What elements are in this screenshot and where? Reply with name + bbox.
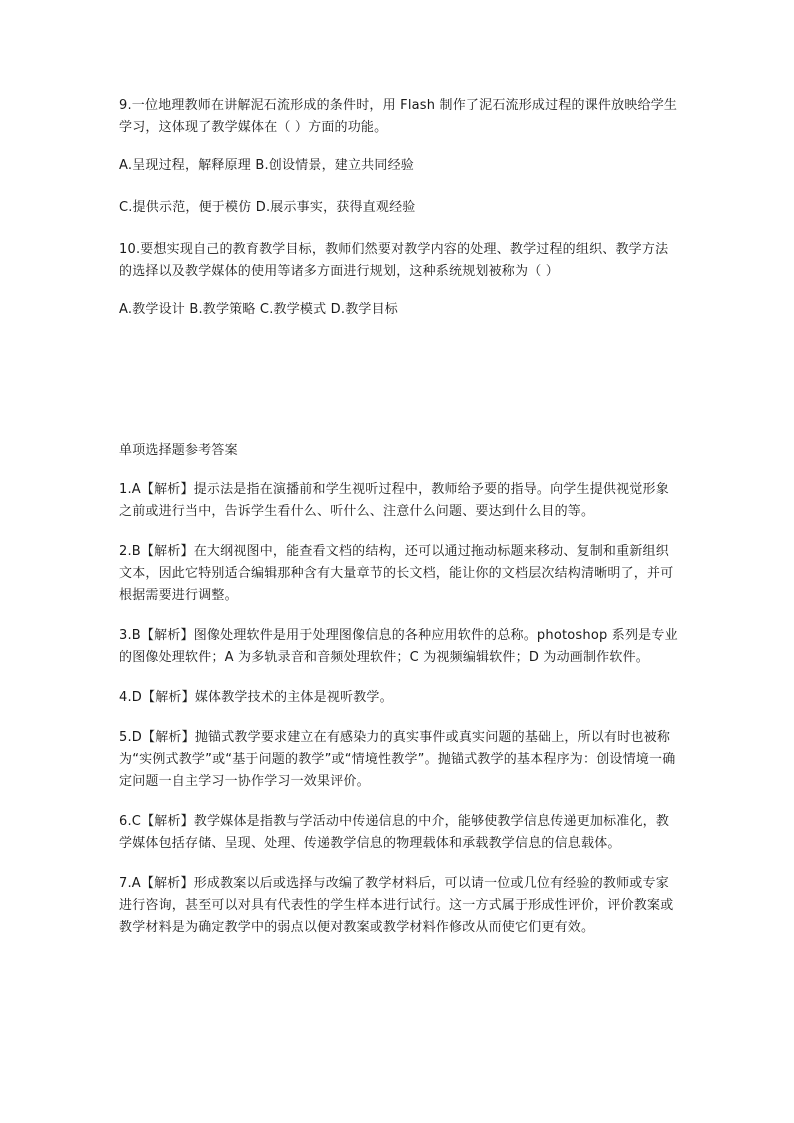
answers-heading: 单项选择题参考答案 [119,443,238,458]
answer-item-6: 6.C【解析】教学媒体是指教与学活动中传递信息的中介，能够使教学信息传递更加标准化，教学媒体包括存储、呈现、处理、传递教学信息的物理载体和承载教学信息的信息载体。 [119,814,670,851]
question-9-options-ab: A.呈现过程，解释原理 B.创设情景，建立共同经验 [119,158,414,173]
question-9-options-cd: C.提供示范，便于模仿 D.展示事实，获得直观经验 [119,200,416,215]
answer-item-2: 2.B【解析】在大纲视图中，能查看文档的结构，还可以通过拖动标题来移动、复制和重新组织文本，因此它特别适合编辑那种含有大量章节的长文档，能让你的文档层次结构清晰明了，并可根据需要进行调整。 [119,544,674,603]
document-page [119,95,679,957]
question-10-stem: 10.要想实现自己的教育教学目标，教师们然要对教学内容的处理、教学过程的组织、教学方法的选择以及教学媒体的使用等诸多方面进行规划，这种系统规划被称为（ ） [119,242,669,279]
question-9-stem: 9.一位地理教师在讲解泥石流形成的条件时，用 Flash 制作了泥石流形成过程的课件放映给学生学习，这体现了教学媒体在（ ）方面的功能。 [119,98,678,135]
answer-item-4: 4.D【解析】媒体教学技术的主体是视听教学。 [119,690,393,705]
answer-item-1: 1.A【解析】提示法是指在演播前和学生视听过程中，教师给予要的指导。向学生提供视觉形象之前或进行当中，告诉学生看什么、听什么、注意什么问题、要达到什么目的等。 [119,482,669,519]
question-10-options: A.教学设计 B.教学策略 C.教学模式 D.教学目标 [119,302,398,317]
answer-item-3: 3.B【解析】图像处理软件是用于处理图像信息的各种应用软件的总称。photoshop 系列是专业的图像处理软件；A 为多轨录音和音频处理软件；C 为视频编辑软件；D 为动画制作软件。 [119,628,678,665]
answer-item-7: 7.A【解析】形成教案以后或选择与改编了教学材料后，可以请一位或几位有经验的教师或专家进行咨询，甚至可以对具有代表性的学生样本进行试行。这一方式属于形成性评价，评价教案或教学材料是为确定教学中的弱点以便对教案或教学材料作修改从而使它们更有效。 [119,876,674,935]
answer-item-5: 5.D【解析】抛锚式教学要求建立在有感染力的真实事件或真实问题的基础上，所以有时也被称为“实例式教学”或“基于问题的教学”或“情境性教学”。抛锚式教学的基本程序为：创设情境一确定问题一自主学习一协作学习一效果评价。 [119,730,676,789]
blank-space [119,321,679,440]
